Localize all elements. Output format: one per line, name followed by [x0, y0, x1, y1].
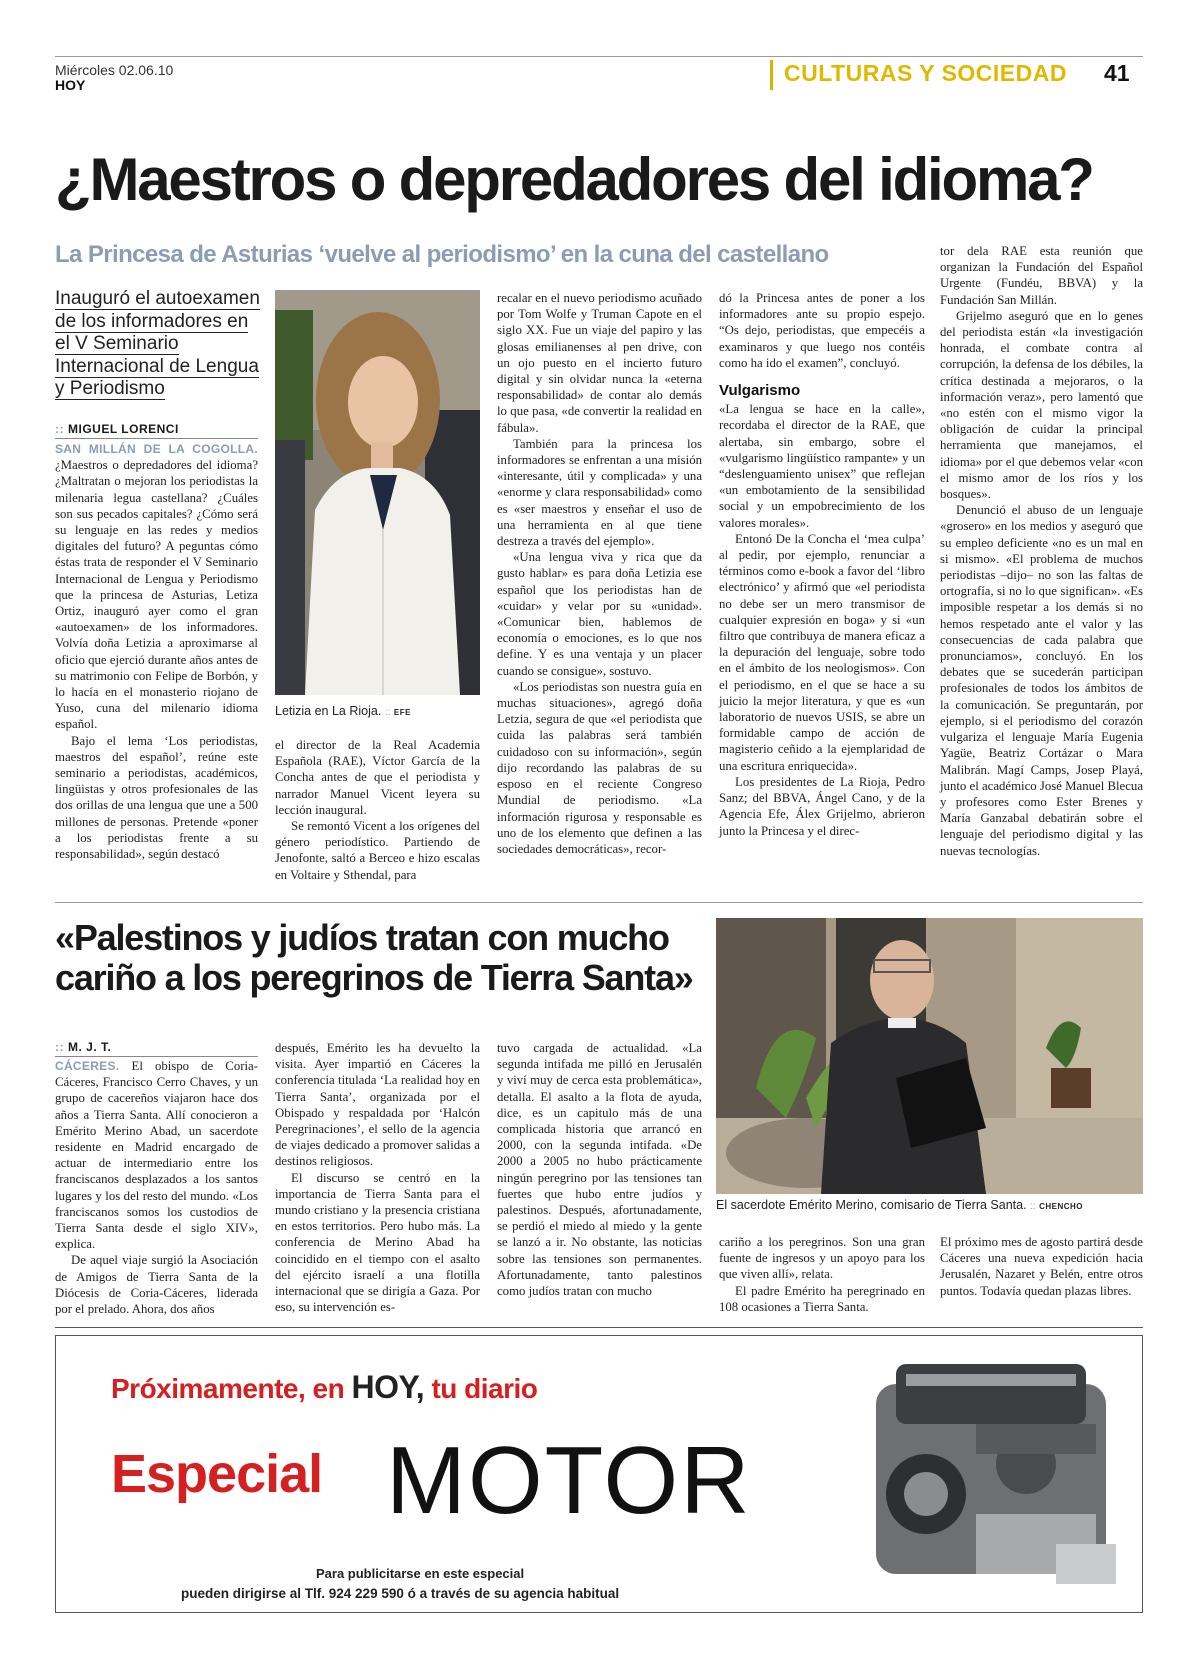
caption-text: El sacerdote Emérito Merino, comisario de Tierra Santa.: [716, 1198, 1027, 1212]
header-top-rule: [55, 56, 1143, 57]
paragraph: dó la Princesa antes de poner a los informadores ante su propio espejo. “Os dejo, periodistas, que empecéis a examinaros y que luego nos contéis como ha ido el examen”, concluyó.: [719, 291, 925, 370]
byline-author: M. J. T.: [68, 1040, 112, 1054]
article-2-column-4: [719, 1234, 925, 1315]
paragraph: Se remontó Vicent a los orígenes del género periodístico. Partiendo de Jenofonte, saltó a Berceo e hizo escalas en Voltaire y Sthendal, para: [275, 819, 480, 882]
byline-author: MIGUEL LORENCI: [68, 422, 179, 436]
paragraph-text: El obispo de Coria-Cáceres, Francisco Cerro Chaves, y un grupo de cacereños viajaron hace dos años a Tierra Santa. Allí conocieron a Emérito Merino Abad, un sacerdote residente en Madrid encargado de actuar de intermediario entre los franciscanos desplazados a los santos lugares y los del resto del mundo. «Los franciscanos somos los custodios de Tierra Santa desde el siglo XIV», explica.: [55, 1059, 258, 1252]
article-1-column-1: [55, 441, 258, 862]
paragraph: «Los periodistas son nuestra guía en muchas situaciones», agregó doña Letzia, segura de que «el periodista que cuida las palabras será también cuidadoso con su información», según dijo recordando las palabras de su esposo en el reciente Congreso Mundial de periodismo. «La información rigurosa y responsable es uno de los elemento que definen a las sociedades democráticas», recor-: [497, 679, 702, 856]
ad-headline: [111, 1369, 537, 1406]
paragraph: [55, 441, 258, 733]
byline-marker: ::: [55, 422, 64, 436]
byline-marker: ::: [55, 1040, 64, 1054]
photo-credit: CHENCHO: [1039, 1202, 1084, 1211]
caption-text: Letizia en La Rioja.: [275, 704, 382, 718]
article-2-byline: [55, 1040, 258, 1057]
paragraph: Denunció el abuso de un lenguaje «grosero» en los medios y aseguró que su empleo deficiente «no es un mal en si mismo». «El problema de muchos periodistas –dijo– no son las faltas de ortografía, si no lo que significan». «Es imposible respetar a los demás si no hemos respetado ante el valor y las consecuencias de cada palabra que pronunciamos», concluyó. En los debates que se sucederán participan profesionales de todos los ámbitos de la comunicación. Se preguntarán, por ejemplo, si el periodismo del corazón vulgariza el lenguaje María Eugenia Yagüe, Beatriz Cortázar o Mara Malibrán. Magí Camps, Josep Playá, junto el académico José Manuel Blecua y profesores como Ester Brenes y María Ganzabal debatirán sobre el lenguaje del periodismo digital y las nuevas tecnologías.: [940, 503, 1143, 858]
motor-special-ad[interactable]: [55, 1335, 1143, 1613]
ad-especial-label: Especial: [111, 1444, 323, 1504]
paragraph: El próximo mes de agosto partirá desde Cáceres una nueva expedición hacia Jerusalén, Nazaret y Belén, entre otros puntos. Todavía quedan plazas libres.: [940, 1235, 1143, 1298]
paragraph: tor dela RAE esta reunión que organizan la Fundación del Español Urgente (Fundéu, BBVA) y la Fundación San Millán.: [940, 244, 1143, 307]
priest-photo: [716, 918, 1143, 1194]
article-1-deck: [55, 288, 265, 401]
paragraph: También para la princesa los informadores se enfrentan a una misión «interesante, útil y complicada» y una «enorme y clara responsabilidad» como es «ser maestros y enseñar el uso de una herramienta en al que tiene destreza a través del ejemplo».: [497, 436, 702, 549]
paragraph: tuvo cargada de actualidad. «La segunda intifada me pilló en Jerusalén y viví muy de cerca esta problemática», detalla. El asalto a la flota de ayuda, dice, es un capitulo más de una complicada historia que arrancó en 2000, con la segunda intifada. «De 2000 a 2005 no hubo prácticamente ningún peregrino por las tensiones tan fuertes que hubo entre judíos y palestinos. Después, afortunadamente, se perdió el miedo al miedo y la gente se lanzó a ir. No obstante, las noticias sobre las tensiones son permanentes. Afortunadamente, tanto palestinos como judíos tratan con mucho: [497, 1041, 702, 1299]
article-1-headline: ¿Maestros o depredadores del idioma?: [55, 146, 1093, 213]
article-1-subhead: La Princesa de Asturias ‘vuelve al periodismo’ en la cuna del castellano: [55, 241, 829, 268]
paragraph: [55, 1058, 258, 1252]
credit-marker: ::: [384, 707, 391, 718]
paragraph: El discurso se centró en la importancia de Tierra Santa para el mundo cristiano y la presencia cristiana en estos territorios. Pero hubo más. La conferencia de Merino Abad ha coincidido en el tiempo con el asalto del ejército israelí a una flotilla internacional que se dirigía a Gaza. Por eso, su intervención es-: [275, 1170, 480, 1315]
ad-hoy-logo: HOY,: [351, 1369, 425, 1405]
article-2-column-2: [275, 1040, 480, 1315]
article-divider: [55, 902, 1143, 903]
ad-headline-text-b: tu diario: [431, 1373, 538, 1404]
credit-marker: ::: [1030, 1201, 1036, 1212]
article-1-column-3: [497, 290, 702, 857]
paragraph: cariño a los peregrinos. Son una gran fuente de ingresos y un apoyo para los que viven allí», relata.: [719, 1235, 925, 1282]
article-2-column-5: [940, 1234, 1143, 1299]
paragraph: Grijelmo aseguró que en lo genes del periodista están «la investigación honrada, el combate contra al corrupción, la defensa de los débiles, la crítica destinada a mejoraros, o la información veraz», pero lamentó que «no estén con el mismo vigor la obligación de cuidar la principal herramienta que manejamos, el idioma» por el que debemos velar «con el mismo amor de los ríos y los bosques».: [940, 308, 1143, 502]
article-2-headline: «Palestinos y judíos tratan con mucho cariño a los peregrinos de Tierra Santa»: [55, 917, 693, 998]
priest-photo-caption: [716, 1198, 1083, 1212]
letizia-photo-illustration: [275, 290, 480, 695]
ad-top-rule: [55, 1327, 1143, 1328]
paragraph-text: ¿Maestros o depredadores del idioma? ¿Maltratan o mejoran los periodistas la milenaria legua castellana? ¿Cuáles son sus pecados capitales? ¿Cómo será su lenguaje en las redes y medios digitales del futuro? A peguntas cómo éstas trata de responder el V Seminario Internacional de Lengua y Periodismo que la princesa de Asturias, Letiza Ortiz, inauguró ayer como el gran «autoexamen» de los informadores. Volvía doña Letizia a aproximarse al oficio que ejerció durante años antes de su matrimonio con Felipe de Borbón, y lo hacía en el monasterio riojano de Yuso, cuna del milenario idioma español.: [55, 458, 258, 732]
article-1-byline: [55, 422, 258, 439]
paragraph: después, Emérito les ha devuelto la visita. Ayer impartió en Cáceres la conferencia titulada ‘La realidad hoy en Tierra Santa’, organizada por el Obispado y respaldada por ‘Halcón Peregrinaciones’, el sello de la agencia de viajes dedicado a promover salidas a destinos religiosos.: [275, 1041, 480, 1169]
newspaper-name: HOY: [55, 77, 86, 93]
section-divider: [770, 60, 773, 90]
ad-contact-line-1: Para publicitarse en este especial: [316, 1566, 525, 1581]
article-2-column-1: [55, 1058, 258, 1317]
subsection-heading: Vulgarismo: [719, 382, 801, 400]
paragraph: Bajo el lema ‘Los periodistas, maestros del español’, reúne este seminario a periodistas, académicos, lingüistas y otros profesionales de las dos orillas de una lengua que une a 500 millones de personas. Pretende «poner a los periodistas frente a su responsabilidad», según destacó: [55, 733, 258, 862]
issue-date: Miércoles 02.06.10: [55, 62, 174, 78]
paragraph: De aquel viaje surgió la Asociación de Amigos de Tierra Santa de la Diócesis de Coria-Cáceres, liderada por el prelado. Ahora, dos años: [55, 1253, 258, 1317]
dateline-place: SAN MILLÁN DE LA COGOLLA.: [55, 442, 258, 456]
paragraph: «La lengua se hace en la calle», recordaba el director de la RAE, que alertaba, sin embargo, sobre el «vulgarismo lingüístico rampante» y un “deslenguamiento unisex” que reflejan «un embotamiento de la sensibilidad social y un empobrecimiento de los valores morales».: [719, 402, 925, 530]
priest-photo-illustration: [716, 918, 1143, 1194]
section-name: CULTURAS Y SOCIEDAD: [784, 60, 1067, 86]
paragraph: recalar en el nuevo periodismo acuñado por Tom Wolfe y Truman Capote en el siglo XX. Fue un viaje del papiro y las glosas emilianenses al pen drive, con un ojo puesto en el incierto futuro digital y sin olvidar nunca la «eterna responsabilidad» de contar alo demás lo que pasa, «de convertir la realidad en fábula».: [497, 291, 702, 435]
ad-headline-text-a: Próximamente, en: [111, 1373, 345, 1404]
dateline-place: CÁCERES.: [55, 1059, 120, 1073]
paragraph: Los presidentes de La Rioja, Pedro Sanz; del BBVA, Ángel Cano, y de la Agencia Efe, Álex Grijelmo, abrieron junto la Princesa y el direc-: [719, 774, 925, 838]
ad-motor-logo: MOTOR: [386, 1427, 752, 1534]
photo-credit: EFE: [393, 708, 411, 717]
article-1-column-4: [719, 290, 925, 839]
article-2-column-3: [497, 1040, 702, 1299]
letizia-photo-caption: [275, 704, 411, 718]
article-1-column-5: [940, 243, 1143, 859]
page-number: 41: [1104, 60, 1130, 86]
ad-contact-line-2: pueden dirigirse al Tlf. 924 229 590 ó a través de su agencia habitual: [181, 1586, 620, 1601]
paragraph: El padre Emérito ha peregrinado en 108 ocasiones a Tierra Santa.: [719, 1283, 925, 1314]
paragraph: «Una lengua viva y rica que da gusto hablar» es para doña Letizia ese español que los periodistas han de «cuidar» y velar por su «unidad». «Comunicar bien, hablemos de economía o emociones, es lo que nos define. Y es una ventaja y un placer cuando se consigue», sostuvo.: [497, 550, 702, 678]
article-1-column-2: [275, 737, 480, 883]
paragraph: Entonó De la Concha el ‘mea culpa’ al pedir, por ejemplo, renunciar a términos como e-book a favor del ‘libro electrónico’ y afirmó que «el periodista no debe ser un mero transmisor de cualquier expresión en boga» y si «un filtro que contribuya de manera eficaz a la depuración del lenguaje, sobre todo en el ámbito de los neologismos». Con el periodismo, en el que se hace a su juicio la mejor literatura, y que es «un laboratorio de nuevos USIS, se abre un formidable campo de acción de magisterio ceñido a la ejemplaridad de una escritura enriquecida».: [719, 531, 925, 773]
article-1-deck-text: Inauguró el autoexamen de los informadores en el V Seminario Internacional de Lengua y Periodismo: [55, 288, 260, 399]
paragraph: el director de la Real Academia Española (RAE), Víctor García de la Concha antes de que el periodista y narrador Manuel Vicent leyera su lección inaugural.: [275, 738, 480, 817]
letizia-photo: [275, 290, 480, 695]
engine-image: [856, 1344, 1126, 1606]
